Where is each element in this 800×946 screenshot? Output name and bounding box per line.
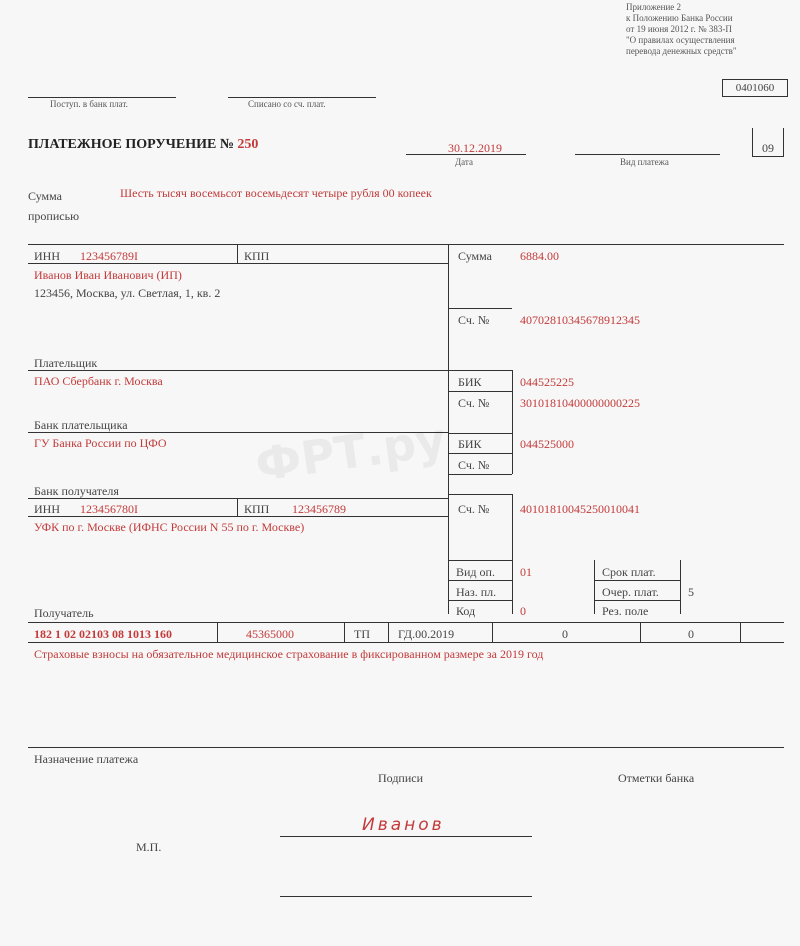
- grid-line: [512, 370, 513, 474]
- date-line: [406, 154, 526, 155]
- grid-line: [594, 580, 680, 581]
- payer-inn: 123456789I: [80, 249, 138, 263]
- order-number: 250: [237, 137, 259, 152]
- payer-account-label: Сч. №: [458, 313, 490, 327]
- doc-number: 0: [562, 627, 568, 641]
- signature-line: [280, 836, 532, 837]
- stamp-label: М.П.: [136, 840, 162, 854]
- grid-line: [28, 516, 448, 517]
- payee-bank-label: Банк получателя: [34, 484, 119, 498]
- op-type-label: Вид оп.: [456, 565, 495, 579]
- received-label: Поступ. в банк плат.: [50, 99, 128, 109]
- amount-words-label: Сумма прописью: [28, 189, 80, 223]
- grid-line: [237, 498, 238, 516]
- grid-line: [28, 244, 784, 245]
- payer-address: 123456, Москва, ул. Светлая, 1, кв. 2: [34, 286, 221, 300]
- appendix-line: от 19 июня 2012 г. № 383-П: [626, 24, 732, 34]
- grid-line: [448, 600, 512, 601]
- debited-line: [228, 97, 376, 98]
- payee-name: УФК по г. Москве (ИФНС России N 55 по г. Москве): [34, 520, 305, 534]
- payer-bank-account: 30101810400000000225: [520, 396, 640, 410]
- amount-words: Шесть тысяч восемьсот восемьдесят четыре рубля 00 копеек: [120, 186, 432, 200]
- payee-account: 40101810045250010041: [520, 502, 640, 516]
- grid-line: [492, 622, 493, 642]
- second-signature-line: [280, 896, 532, 897]
- grid-line: [28, 622, 784, 623]
- grid-line: [28, 498, 448, 499]
- appendix-note: [626, 2, 737, 57]
- payment-type-line: [575, 154, 720, 155]
- order-date: 30.12.2019: [448, 141, 502, 155]
- payer-role-label: Плательщик: [34, 356, 98, 370]
- op-purpose-label: Наз. пл.: [456, 585, 497, 599]
- op-type: 01: [520, 565, 532, 579]
- grid-line: [640, 622, 641, 642]
- payee-bank-name: ГУ Банка России по ЦФО: [34, 436, 167, 450]
- payer-bank-name: ПАО Сбербанк г. Москва: [34, 374, 163, 388]
- payer-bik-label: БИК: [458, 375, 482, 389]
- grid-line: [448, 580, 512, 581]
- date-label: Дата: [455, 157, 473, 167]
- signatures-label: Подписи: [378, 771, 424, 785]
- grid-line: [448, 494, 512, 495]
- title-text: ПЛАТЕЖНОЕ ПОРУЧЕНИЕ №: [28, 137, 234, 152]
- order-label: Очер. плат.: [602, 585, 659, 599]
- grid-line: [388, 622, 389, 642]
- appendix-line: к Положению Банка России: [626, 13, 733, 23]
- payer-kpp-label: КПП: [244, 249, 270, 263]
- payer-account: 40702810345678912345: [520, 313, 640, 327]
- payment-type-label: Вид платежа: [620, 157, 669, 167]
- grid-line: [448, 308, 512, 309]
- purpose-label: Назначение платежа: [34, 752, 139, 766]
- appendix-line: "О правилах осуществления: [626, 35, 735, 45]
- status-code: 09: [752, 128, 784, 157]
- payer-name: Иванов Иван Иванович (ИП): [34, 268, 182, 282]
- kbk: 182 1 02 02103 08 1013 160: [34, 627, 172, 641]
- payee-bik-label: БИК: [458, 437, 482, 451]
- grid-line: [217, 622, 218, 642]
- debited-label: Списано со сч. плат.: [248, 99, 326, 109]
- payee-account-label: Сч. №: [458, 502, 490, 516]
- payee-bik: 044525000: [520, 437, 574, 451]
- order-value: 5: [688, 585, 694, 599]
- grid-line: [594, 600, 680, 601]
- grid-line: [448, 433, 512, 434]
- sum-value: 6884.00: [520, 249, 559, 263]
- payee-kpp: 123456789: [292, 502, 346, 516]
- payer-bik: 044525225: [520, 375, 574, 389]
- payment-purpose: Страховые взносы на обязательное медицинское страхование в фиксированном размере за 2019 год: [34, 647, 544, 661]
- grid-line: [344, 622, 345, 642]
- grid-line: [512, 494, 513, 614]
- bank-marks-label: Отметки банка: [618, 771, 695, 785]
- op-code: 0: [520, 604, 526, 618]
- grid-line: [448, 560, 512, 561]
- grid-line: [28, 642, 784, 643]
- basis: ТП: [354, 627, 370, 641]
- received-line: [28, 97, 176, 98]
- payer-bank-account-label: Сч. №: [458, 396, 490, 410]
- payee-kpp-label: КПП: [244, 502, 270, 516]
- oktmo: 45365000: [246, 627, 294, 641]
- doc-date: 0: [688, 627, 694, 641]
- grid-line: [594, 560, 595, 614]
- payer-bank-label: Банк плательщика: [34, 418, 128, 432]
- grid-line: [28, 370, 448, 371]
- grid-line: [448, 391, 512, 392]
- form-code: 0401060: [722, 79, 788, 97]
- payer-inn-label: ИНН: [34, 249, 60, 263]
- payee-inn-label: ИНН: [34, 502, 60, 516]
- payee-inn: 123456780I: [80, 502, 138, 516]
- grid-line: [448, 453, 512, 454]
- grid-line: [237, 244, 238, 263]
- grid-line: [448, 244, 449, 614]
- res-label: Рез. поле: [602, 604, 649, 618]
- payee-role-label: Получатель: [34, 606, 94, 620]
- appendix-line: перевода денежных средств": [626, 46, 737, 56]
- grid-line: [448, 474, 512, 475]
- signature: Иванов: [362, 815, 445, 835]
- op-code-label: Код: [456, 604, 476, 618]
- grid-line: [448, 370, 512, 371]
- grid-line: [28, 747, 784, 748]
- watermark: ФРТ.ру: [252, 411, 449, 493]
- grid-line: [680, 560, 681, 614]
- payee-bank-account-label: Сч. №: [458, 458, 490, 472]
- appendix-line: Приложение 2: [626, 2, 682, 12]
- sum-label: Сумма: [458, 249, 492, 263]
- page-title: [28, 137, 258, 153]
- term-label: Срок плат.: [602, 565, 656, 579]
- tax-period: ГД.00.2019: [398, 627, 455, 641]
- grid-line: [740, 622, 741, 642]
